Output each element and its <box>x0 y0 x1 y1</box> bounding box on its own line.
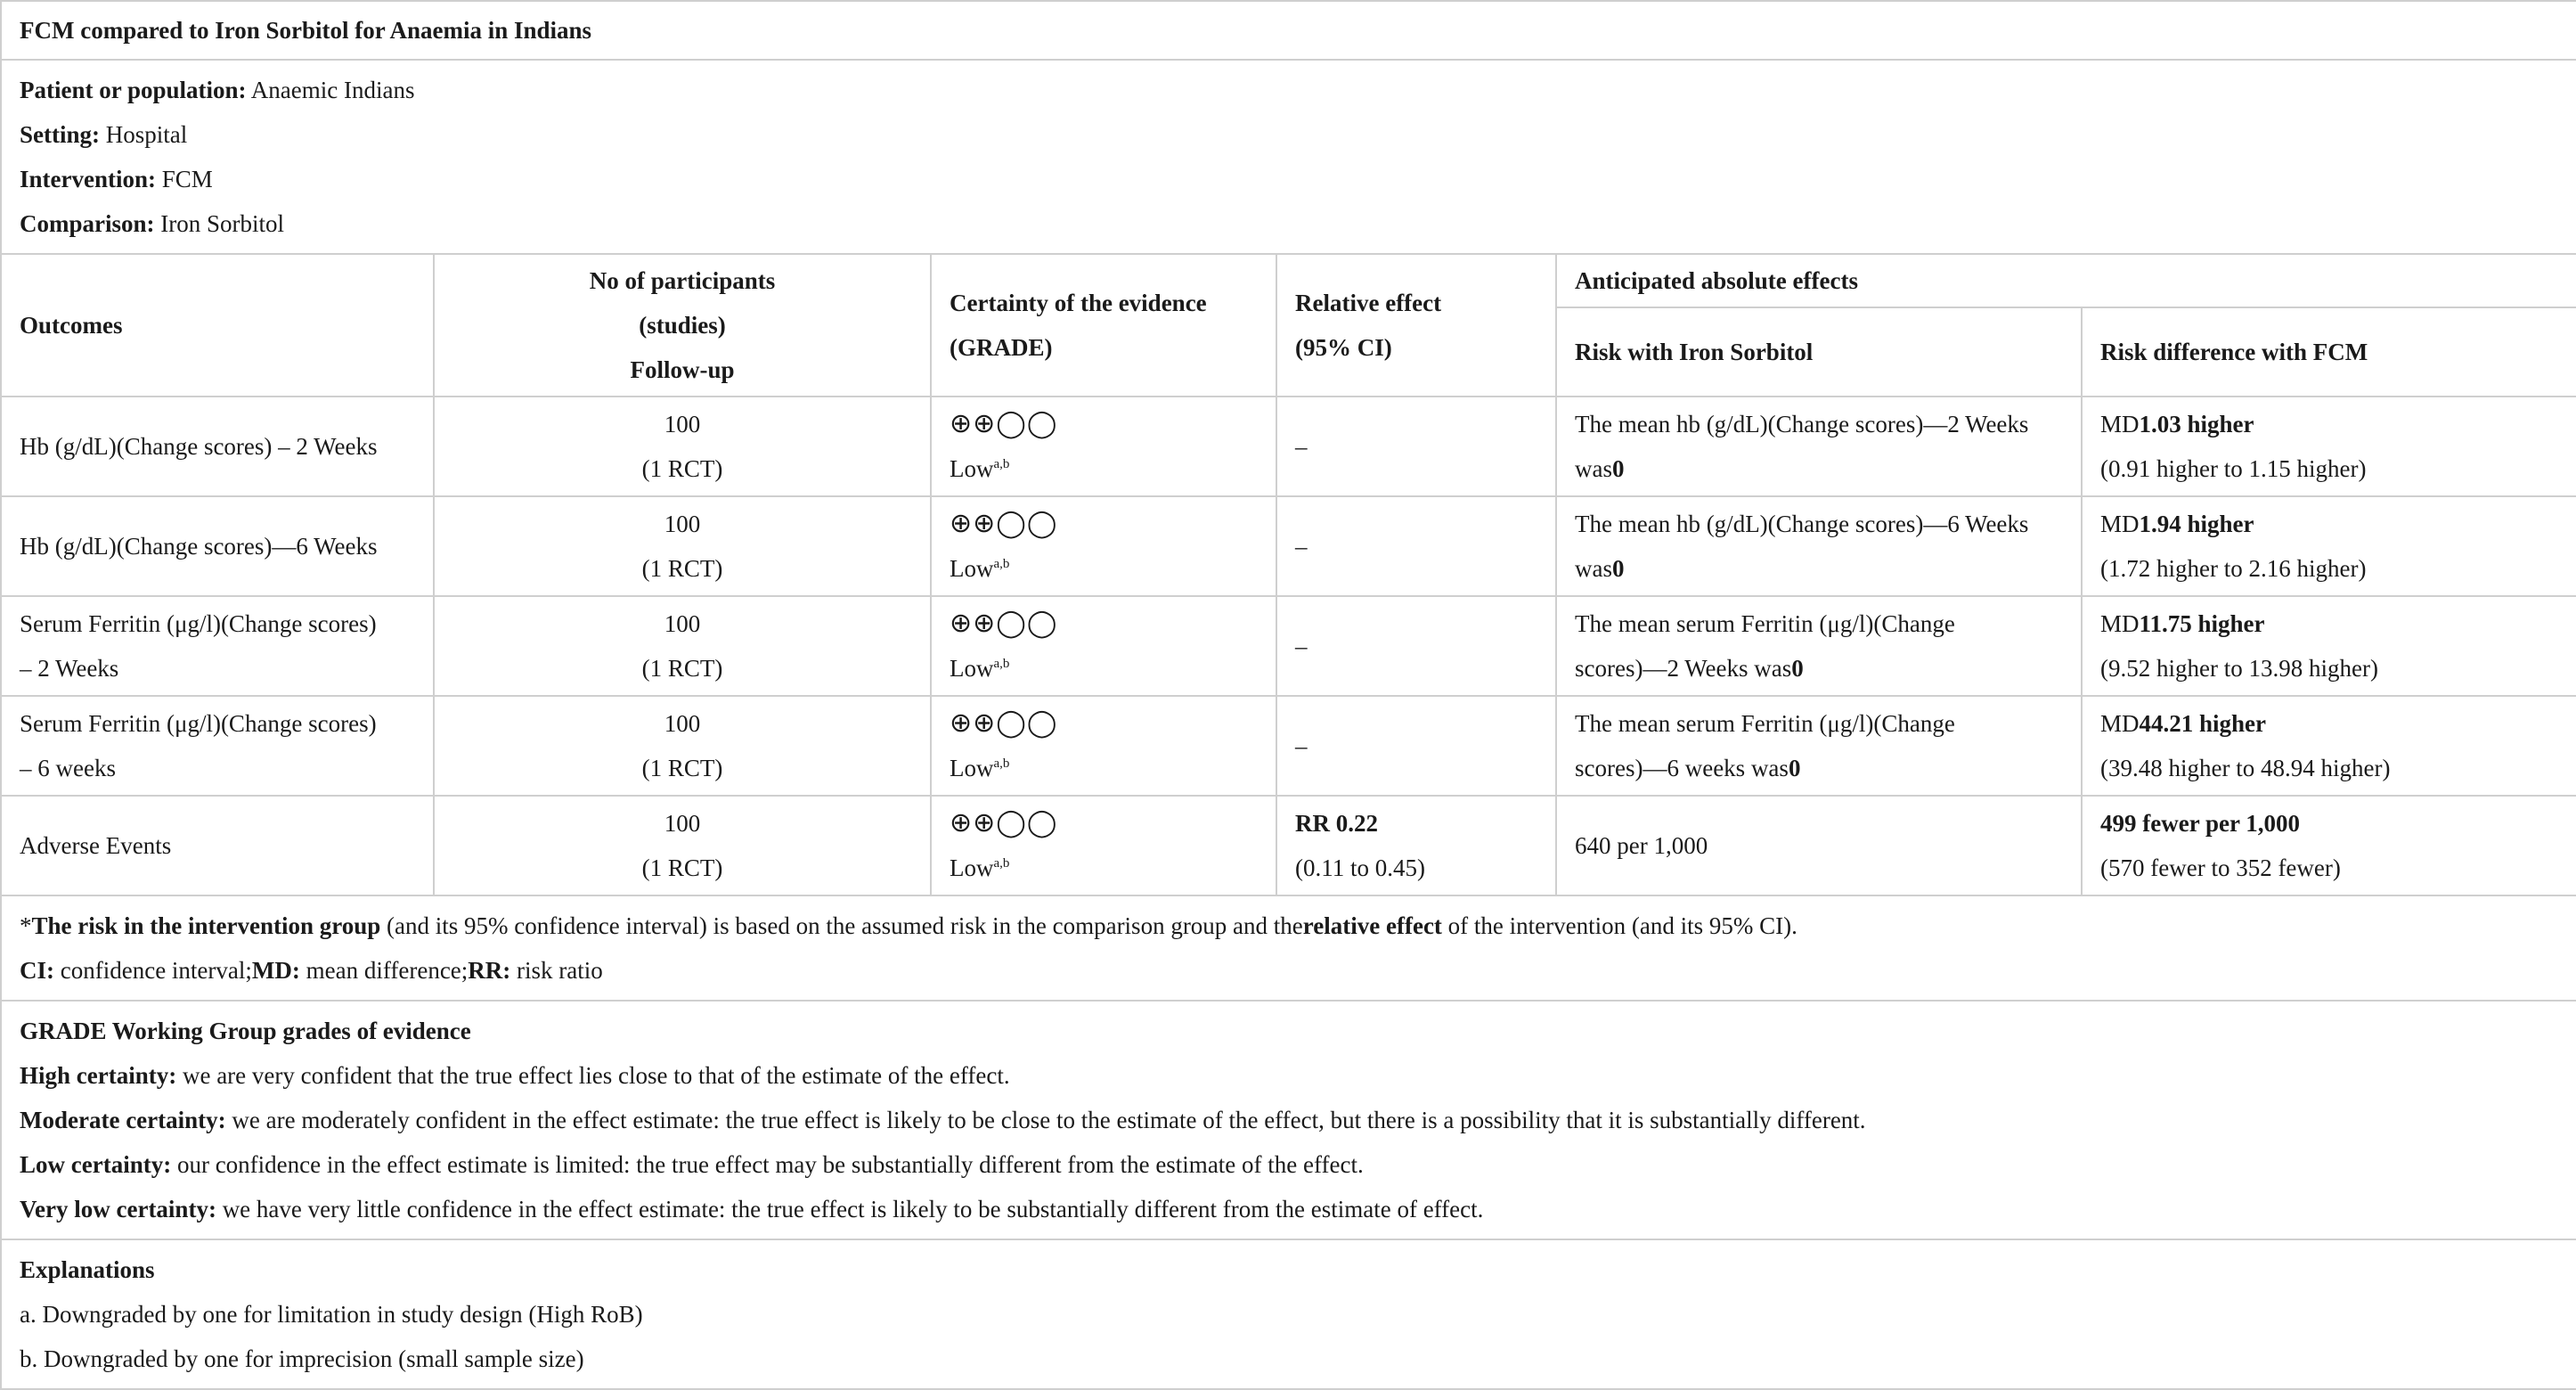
header-anticipated: Anticipated absolute effects <box>1556 254 2576 307</box>
grade-block <box>1 1001 2576 1239</box>
header-risk-difference: Risk difference with FCM <box>2082 307 2576 397</box>
meta-comparison: Comparison: Iron Sorbitol <box>20 210 285 237</box>
certainty-cell: ⊕⊕◯◯ Low$^{a,b}$ <box>931 596 1276 696</box>
outcome-cell: Adverse Events <box>1 796 434 895</box>
header-participants: No of participants (studies) Follow-up <box>434 254 931 397</box>
grade-heading: GRADE Working Group grades of evidence <box>20 1018 471 1044</box>
footnote-abbreviations: CI: confidence interval;MD: mean difference;RR: risk ratio <box>20 957 603 984</box>
table-row <box>1 496 2576 596</box>
certainty-cell: ⊕⊕◯◯ Low$^{a,b}$ <box>931 496 1276 596</box>
outcome-cell: Serum Ferritin (μg/l)(Change scores) – 2 Weeks <box>1 596 434 696</box>
header-risk-with: Risk with Iron Sorbitol <box>1556 307 2082 397</box>
certainty-cell: ⊕⊕◯◯ Low$^{a,b}$ <box>931 696 1276 796</box>
participants-cell: 100 (1 RCT) <box>434 596 931 696</box>
footnote-risk: *The risk in the intervention group (and its 95% confidence interval) is based on the assumed risk in the comparison group and therelative effect of the intervention (and its 95% CI). <box>20 912 1797 939</box>
risk-difference-cell: MD44.21 higher (39.48 higher to 48.94 higher) <box>2082 696 2576 796</box>
risk-with-cell: The mean hb (g/dL)(Change scores)—6 Weeks was0 <box>1556 496 2082 596</box>
relative-effect-cell: – <box>1276 696 1556 796</box>
explanation-a: a. Downgraded by one for limitation in study design (High RoB) <box>20 1301 643 1328</box>
outcome-cell: Hb (g/dL)(Change scores)—6 Weeks <box>1 496 434 596</box>
participants-cell: 100 (1 RCT) <box>434 796 931 895</box>
population-block <box>1 60 2576 254</box>
explanation-b: b. Downgraded by one for imprecision (small sample size) <box>20 1345 584 1372</box>
header-certainty: Certainty of the evidence (GRADE) <box>931 254 1276 397</box>
relative-effect-cell: – <box>1276 397 1556 496</box>
grade-low: Low certainty: our confidence in the effect estimate is limited: the true effect may be substantially different from the estimate of the effect. <box>20 1151 1364 1178</box>
certainty-rating-icon: ⊕⊕◯◯ <box>950 707 1058 739</box>
grade-very-low: Very low certainty: we have very little confidence in the effect estimate: the true effect is likely to be substantially different from the estimate of effect. <box>20 1196 1484 1222</box>
certainty-rating-icon: ⊕⊕◯◯ <box>950 608 1058 639</box>
header-outcomes: Outcomes <box>1 254 434 397</box>
certainty-cell: ⊕⊕◯◯ Low$^{a,b}$ <box>931 397 1276 496</box>
participants-cell: 100 (1 RCT) <box>434 496 931 596</box>
risk-difference-cell: MD11.75 higher (9.52 higher to 13.98 higher) <box>2082 596 2576 696</box>
footnote-block <box>1 895 2576 1001</box>
risk-difference-cell: MD1.94 higher (1.72 higher to 2.16 higher) <box>2082 496 2576 596</box>
risk-difference-cell: 499 fewer per 1,000 (570 fewer to 352 fewer) <box>2082 796 2576 895</box>
table-row <box>1 696 2576 796</box>
participants-cell: 100 (1 RCT) <box>434 696 931 796</box>
relative-effect-cell: – <box>1276 496 1556 596</box>
meta-setting: Setting: Hospital <box>20 121 188 148</box>
table-row <box>1 397 2576 496</box>
risk-with-cell: The mean hb (g/dL)(Change scores)—2 Weeks was0 <box>1556 397 2082 496</box>
risk-with-cell: The mean serum Ferritin (μg/l)(Change scores)—6 weeks was0 <box>1556 696 2082 796</box>
meta-intervention: Intervention: FCM <box>20 166 213 192</box>
certainty-rating-icon: ⊕⊕◯◯ <box>950 508 1058 539</box>
table-title: FCM compared to Iron Sorbitol for Anaemia in Indians <box>1 1 2576 60</box>
participants-cell: 100 (1 RCT) <box>434 397 931 496</box>
outcome-cell: Serum Ferritin (μg/l)(Change scores) – 6 weeks <box>1 696 434 796</box>
certainty-rating-icon: ⊕⊕◯◯ <box>950 408 1058 439</box>
table-row <box>1 596 2576 696</box>
explanations-heading: Explanations <box>20 1256 155 1283</box>
relative-effect-cell: – <box>1276 596 1556 696</box>
certainty-cell: ⊕⊕◯◯ Low$^{a,b}$ <box>931 796 1276 895</box>
certainty-rating-icon: ⊕⊕◯◯ <box>950 807 1058 838</box>
risk-difference-cell: MD1.03 higher (0.91 higher to 1.15 higher) <box>2082 397 2576 496</box>
relative-effect-cell: RR 0.22 (0.11 to 0.45) <box>1276 796 1556 895</box>
meta-population: Patient or population: Anaemic Indians <box>20 77 415 103</box>
risk-with-cell: The mean serum Ferritin (μg/l)(Change scores)—2 Weeks was0 <box>1556 596 2082 696</box>
header-relative-effect: Relative effect (95% CI) <box>1276 254 1556 397</box>
table-row <box>1 796 2576 895</box>
risk-with-cell: 640 per 1,000 <box>1556 796 2082 895</box>
outcome-cell: Hb (g/dL)(Change scores) – 2 Weeks <box>1 397 434 496</box>
explanations-block <box>1 1239 2576 1389</box>
grade-moderate: Moderate certainty: we are moderately confident in the effect estimate: the true effect is likely to be close to the estimate of the effect, but there is a possibility that it is substantially different. <box>20 1107 1866 1133</box>
grade-high: High certainty: we are very confident that the true effect lies close to that of the estimate of the effect. <box>20 1062 1010 1089</box>
